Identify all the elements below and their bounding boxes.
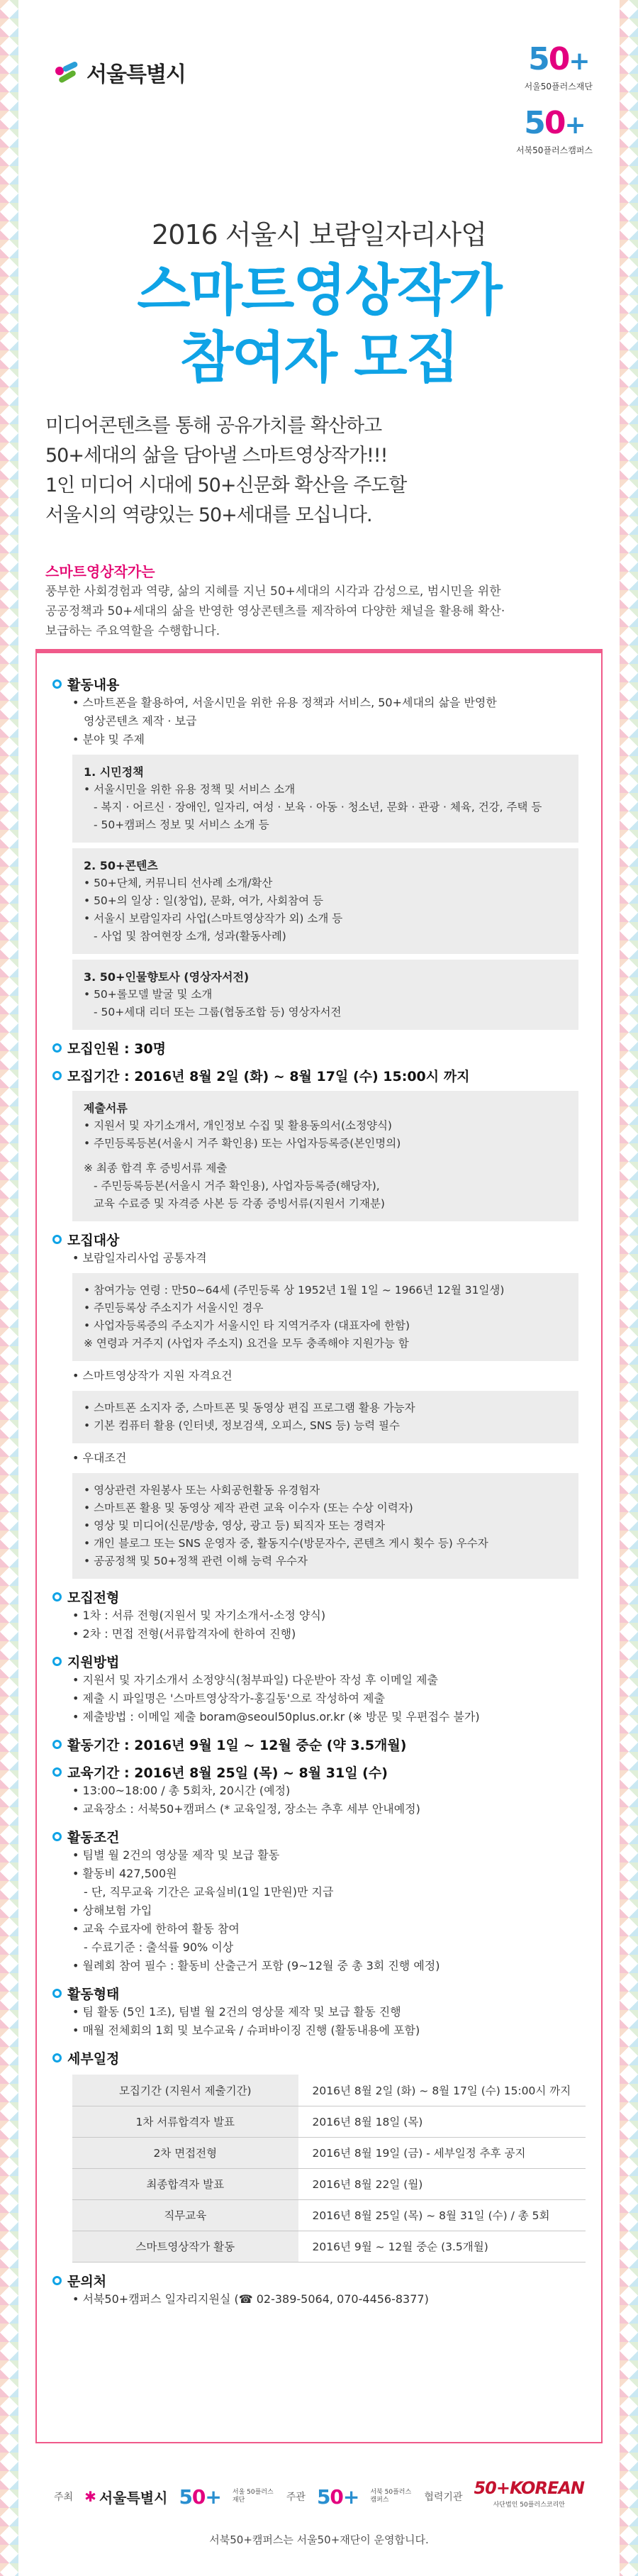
- intro-line: 1인 미디어 시대에 50+신문화 확산을 주도할: [45, 474, 407, 496]
- seoul-logo: [52, 57, 186, 88]
- bullet-circle-icon: [52, 1832, 62, 1841]
- footer-seoul-logo: [84, 2487, 167, 2507]
- schedule-value: 2016년 8월 19일 (금) - 세부일정 추후 공지: [298, 2137, 586, 2168]
- panel-line: • 서울시민을 위한 유용 정책 및 서비스 소개: [84, 783, 296, 796]
- about-line: 보급하는 주요역할을 수행합니다.: [45, 624, 220, 638]
- section-selection: [52, 1587, 586, 1606]
- panel-line: • 참여가능 연령 : 만50~64세 (주민등록 상 1952년 1월 1일 ~ 1966년 12월 31일생): [84, 1284, 505, 1297]
- section-title: 문의처: [67, 2273, 107, 2289]
- section-activity-period: [52, 1735, 586, 1754]
- section-education: [52, 1762, 586, 1782]
- panel-50plus-content: [72, 848, 578, 954]
- host-label: 주최: [54, 2492, 74, 2503]
- seobuk50plus-campus-logo: 50+ 서북50플러스캠퍼스: [515, 105, 593, 155]
- schedule-key: 스마트영상작가 활동: [72, 2231, 298, 2262]
- panel-line: • 공공정책 및 50+정책 관련 이해 능력 우수자: [84, 1555, 308, 1567]
- section-title: 지원방법: [67, 1655, 120, 1670]
- panel-line: • 스마트폰 활용 및 동영상 제작 관련 교육 이수자 (또는 수상 이력자): [84, 1501, 413, 1514]
- section-activity: [52, 674, 586, 694]
- schedule-key: 직무교육: [72, 2199, 298, 2231]
- footer-50plus-logo: 50+: [316, 2485, 359, 2509]
- panel-documents: [72, 1091, 578, 1221]
- partner-name: 50+KOREAN: [474, 2478, 584, 2498]
- panel-common-qualification: [72, 1273, 578, 1361]
- panel-line: ※ 최종 합격 후 증빙서류 제출: [84, 1162, 228, 1175]
- seoul-symbol-icon: [52, 61, 81, 84]
- intro-line: 미디어콘텐츠를 통해 공유가치를 확산하고: [45, 415, 382, 437]
- bullet-circle-icon: [52, 1989, 62, 1998]
- footer-city: 서울특별시: [99, 2489, 168, 2506]
- panel-line: • 50+단체, 커뮤니티 선사례 소개/확산: [84, 877, 273, 889]
- text-line: • 13:00~18:00 / 총 5회차, 20시간 (예정): [72, 1784, 291, 1797]
- bullet-circle-icon: [52, 1657, 62, 1666]
- panel-line: • 기본 컴퓨터 활용 (인터넷, 정보검색, 오피스, SNS 등) 능력 필수: [84, 1419, 400, 1432]
- panel-line: • 영상관련 자원봉사 또는 사회공헌활동 유경험자: [84, 1484, 320, 1497]
- section-contact: [52, 2271, 586, 2290]
- panel-line: • 50+의 일상 : 일(창업), 문화, 여가, 사회참여 등: [84, 894, 323, 907]
- section-title: 세부일정: [67, 2051, 120, 2067]
- panel-line: • 주민등록등본(서울시 거주 확인용) 또는 사업자등록증(본인명의): [84, 1137, 401, 1150]
- schedule-value: 2016년 8월 18일 (목): [298, 2106, 586, 2137]
- footer-logos: [31, 2468, 607, 2525]
- decorative-right-border: [620, 0, 638, 2576]
- text-line: • 1차 : 서류 전형(지원서 및 자기소개서-소정 양식): [72, 1609, 326, 1622]
- text-line: • 스마트폰을 활용하여, 서울시민을 위한 유용 정책과 서비스, 50+세대의 삶을 반영한: [72, 696, 497, 709]
- partner-logo: [474, 2480, 584, 2514]
- section-title: 활동형태: [67, 1987, 120, 2002]
- main-title-line1: 스마트영상작가: [137, 259, 501, 323]
- panel-line: • 스마트폰 소지자 중, 스마트폰 및 동영상 편집 프로그램 활용 가능자: [84, 1401, 415, 1414]
- table-row: [72, 2106, 586, 2137]
- panel-line: • 서울시 보람일자리 사업(스마트영상작가 외) 소개 등: [84, 912, 343, 925]
- text-line: • 교육장소 : 서북50+캠퍼스 (* 교육일정, 장소는 추후 세부 안내예정): [72, 1802, 420, 1816]
- text-line: • 스마트영상작가 지원 자격요건: [72, 1369, 233, 1382]
- about-line: 공공정책과 50+세대의 삶을 반영한 영상콘텐츠를 제작하여 다양한 채널을 활용해 확산·: [45, 604, 505, 618]
- logo-caption: 서울50플러스재단: [524, 82, 593, 91]
- table-row: [72, 2137, 586, 2168]
- subtitle: 2016 서울시 보람일자리사업: [152, 219, 486, 250]
- footer-caption: 서울 50플러스재단: [232, 2489, 274, 2504]
- about-description: [45, 582, 593, 641]
- panel-line: - 50+세대 리더 또는 그룹(협동조합 등) 영상자서전: [94, 1006, 342, 1018]
- panel-line: - 사업 및 참여현장 소개, 성과(활동사례): [94, 930, 286, 943]
- text-line: • 팀별 월 2건의 영상물 제작 및 보급 활동: [72, 1848, 280, 1862]
- schedule-key: 2차 면접전형: [72, 2137, 298, 2168]
- text-line: • 매월 전체회의 1회 및 보수교육 / 슈퍼바이징 진행 (활동내용에 포함): [72, 2023, 420, 2037]
- about-heading: 스마트영상작가는: [45, 563, 155, 580]
- section-title: 모집전형: [67, 1590, 120, 1606]
- table-row: [72, 2231, 586, 2262]
- seoul-symbol-icon: ✱: [84, 2488, 96, 2505]
- bullet-circle-icon: [52, 679, 62, 689]
- table-row: [72, 2199, 586, 2231]
- bullet-circle-icon: [52, 2053, 62, 2063]
- schedule-value: 2016년 8월 25일 (목) ~ 8월 31일 (수) / 총 5회: [298, 2199, 586, 2231]
- section-title: 모집인원 : 30명: [67, 1041, 167, 1057]
- section-recruit-count: [52, 1038, 586, 1057]
- section-title: 활동기간 : 2016년 9월 1일 ~ 12월 중순 (약 3.5개월): [67, 1738, 407, 1753]
- footer-caption: 서북 50플러스캠퍼스: [370, 2489, 412, 2504]
- section-form: [52, 1984, 586, 2003]
- section-title: 활동조건: [67, 1830, 120, 1845]
- text-line: • 제출방법 : 이메일 제출 boram@seoul50plus.or.kr (※ 방문 및 우편접수 불가): [72, 1710, 480, 1723]
- intro-text: [45, 411, 593, 531]
- panel-video-autobiography: [72, 960, 578, 1030]
- details-box: [35, 649, 603, 2443]
- panel-line: - 50+캠퍼스 정보 및 서비스 소개 등: [94, 818, 269, 831]
- panel-line: • 사업자등록증의 주소지가 서울시인 타 지역거주자 (대표자에 한함): [84, 1319, 410, 1332]
- main-title-line2: 참여자 모집: [180, 326, 458, 390]
- text-line: - 단, 직무교육 기간은 교육실비(1일 1만원)만 지급: [84, 1885, 334, 1899]
- bullet-circle-icon: [52, 1071, 62, 1080]
- section-title: 모집대상: [67, 1233, 120, 1248]
- panel-line: • 개인 블로그 또는 SNS 운영자 중, 활동지수(방문자수, 콘텐츠 게시 횟수 등) 우수자: [84, 1537, 488, 1550]
- partner-caption: 사단법인 50플러스코리안: [493, 2502, 565, 2509]
- contact-line: • 서북50+캠퍼스 일자리지원실 (☎ 02-389-5064, 070-4456-8377): [72, 2292, 429, 2306]
- about-line: 풍부한 사회경험과 역량, 삶의 지혜를 지닌 50+세대의 시각과 감성으로, 범시민을 위한: [45, 584, 501, 599]
- text-line: • 교육 수료자에 한하여 활동 참여: [72, 1922, 240, 1936]
- schedule-key: 1차 서류합격자 발표: [72, 2106, 298, 2137]
- panel-title: 3. 50+인물향토사 (영상자서전): [84, 970, 250, 984]
- text-line: • 활동비 427,500원: [72, 1867, 177, 1880]
- section-title: 교육기간 : 2016년 8월 25일 (목) ~ 8월 31일 (수): [67, 1765, 388, 1781]
- text-line: • 분야 및 주제: [72, 733, 145, 746]
- poster-content: [31, 0, 607, 2576]
- seoul50plus-foundation-logo: 50+ 서울50플러스재단: [524, 41, 593, 91]
- bullet-circle-icon: [52, 2276, 62, 2285]
- panel-title: 2. 50+콘텐츠: [84, 859, 158, 872]
- schedule-value: 2016년 8월 22일 (월): [298, 2168, 586, 2199]
- text-line: • 제출 시 파일명은 '스마트영상작가-홍길동'으로 작성하여 제출: [72, 1692, 385, 1705]
- text-line: • 지원서 및 자기소개서 소정양식(첨부파일) 다운받아 작성 후 이메일 제출: [72, 1673, 438, 1687]
- section-recruit-period: [52, 1066, 586, 1085]
- bullet-circle-icon: [52, 1592, 62, 1601]
- schedule-value: 2016년 9월 ~ 12월 중순 (3.5개월): [298, 2231, 586, 2262]
- section-title: 모집기간 : 2016년 8월 2일 (화) ~ 8월 17일 (수) 15:00시 까지: [67, 1069, 470, 1084]
- footer-50plus-logo: 50+: [179, 2485, 221, 2509]
- text-line: • 팀 활동 (5인 1조), 팀별 월 2건의 영상물 제작 및 보급 활동 진행: [72, 2005, 401, 2019]
- panel-line: • 영상 및 미디어(신문/방송, 영상, 광고 등) 퇴직자 또는 경력자: [84, 1519, 386, 1532]
- intro-line: 50+세대의 삶을 담아낼 스마트영상작가!!!: [45, 445, 388, 467]
- bullet-circle-icon: [52, 1767, 62, 1777]
- bullet-circle-icon: [52, 1740, 62, 1749]
- org-label: 주관: [286, 2492, 306, 2503]
- panel-video-qualification: [72, 1391, 578, 1443]
- panel-line: • 주민등록상 주소지가 서울시인 경우: [84, 1301, 264, 1314]
- section-apply: [52, 1652, 586, 1671]
- partner-label: 협력기관: [424, 2492, 463, 2503]
- text-line: - 수료기준 : 출석률 90% 이상: [84, 1941, 234, 1954]
- bullet-circle-icon: [52, 1043, 62, 1053]
- text-line: • 2차 : 면접 전형(서류합격자에 한하여 진행): [72, 1627, 296, 1640]
- panel-line: • 지원서 및 자기소개서, 개인정보 수집 및 활용동의서(소정양식): [84, 1119, 392, 1132]
- seoul-logo-text: 서울특별시: [86, 62, 186, 87]
- text-line: • 우대조건: [72, 1451, 127, 1465]
- footer-note: 서북50+캠퍼스는 서울50+재단이 운영합니다.: [209, 2533, 429, 2546]
- schedule-key: 모집기간 (지원서 제출기간): [72, 2075, 298, 2106]
- schedule-key: 최종합격자 발표: [72, 2168, 298, 2199]
- table-row: [72, 2168, 586, 2199]
- text-line: 영상콘텐츠 제작 · 보급: [84, 714, 197, 728]
- intro-line: 서울시의 역량있는 50+세대를 모십니다.: [45, 504, 372, 526]
- panel-line: • 50+롤모델 발굴 및 소개: [84, 988, 213, 1001]
- panel-title: 1. 시민정책: [84, 765, 144, 779]
- section-target: [52, 1230, 586, 1249]
- panel-line: ※ 연령과 거주지 (사업자 주소지) 요건을 모두 충족해야 지원가능 함: [84, 1337, 409, 1350]
- section-title: 활동내용: [67, 677, 120, 693]
- section-schedule: [52, 2048, 586, 2067]
- text-line: • 월례회 참여 필수 : 활동비 산출근거 포함 (9~12월 중 총 3회 진행 예정): [72, 1959, 440, 1972]
- text-line: • 보람일자리사업 공통자격: [72, 1251, 207, 1265]
- table-row: [72, 2075, 586, 2106]
- panel-line: - 주민등록등본(서울시 거주 확인용), 사업자등록증(해당자),: [94, 1179, 380, 1192]
- logo-caption: 서북50플러스캠퍼스: [515, 145, 593, 155]
- bullet-circle-icon: [52, 1235, 62, 1244]
- panel-civic-policy: [72, 755, 578, 843]
- section-conditions: [52, 1827, 586, 1846]
- panel-line: - 복지 · 어르신 · 장애인, 일자리, 여성 · 보육 · 아동 · 청소년, 문화 · 관광 · 체육, 건강, 주택 등: [94, 801, 542, 814]
- panel-title: 제출서류: [84, 1101, 128, 1115]
- schedule-table: [72, 2075, 586, 2263]
- panel-preferences: [72, 1473, 578, 1579]
- schedule-value: 2016년 8월 2일 (화) ~ 8월 17일 (수) 15:00시 까지: [298, 2075, 586, 2106]
- panel-line: 교육 수료증 및 자격증 사본 등 각종 증빙서류(지원서 기재분): [94, 1197, 385, 1210]
- text-line: • 상해보험 가입: [72, 1904, 152, 1917]
- decorative-left-border: [0, 0, 18, 2576]
